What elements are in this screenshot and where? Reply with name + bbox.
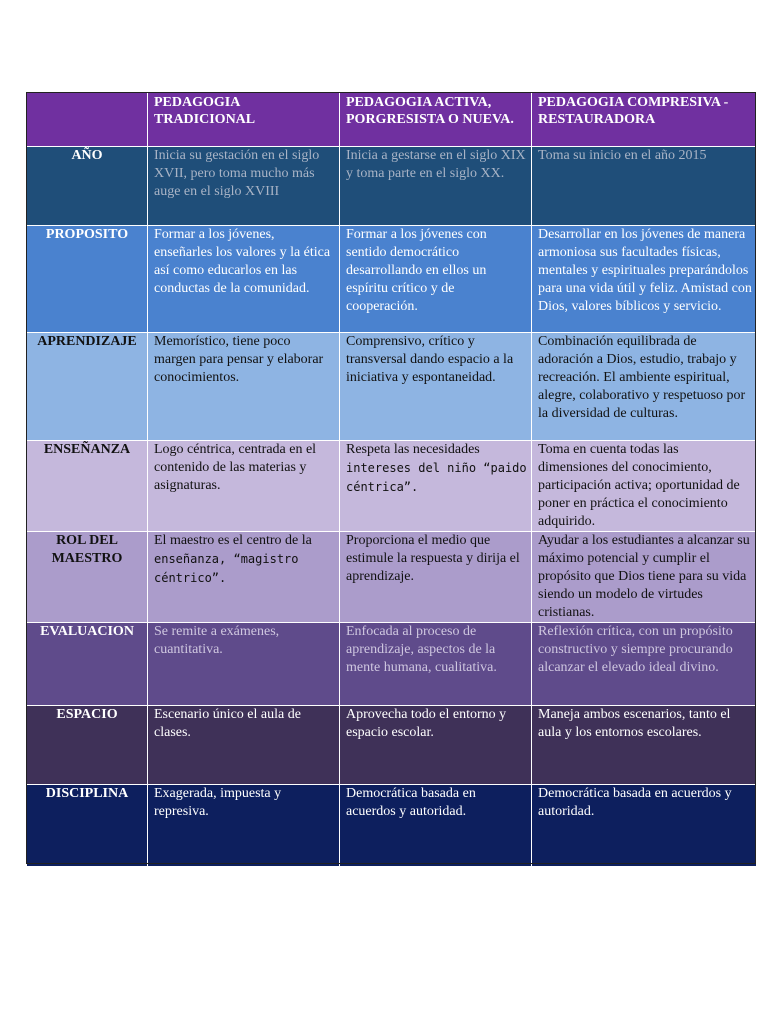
row-label-ano: AÑO [27,147,148,226]
cell-rol-compresiva: Ayudar a los estudiantes a alcanzar su máximo potencial y cumplir el propósito que Dios tiene para su vida siendo un modelo de virtudes cristianas. [532,532,757,623]
header-activa: PEDAGOGIA ACTIVA, PORGRESISTA O NUEVA. [340,93,532,147]
cell-proposito-tradicional: Formar a los jóvenes, enseñarles los valores y la ética así como educarlos en las conductas de la comunidad. [148,226,340,333]
row-evaluacion [27,623,757,706]
cell-aprendizaje-compresiva: Combinación equilibrada de adoración a Dios, estudio, trabajo y recreación. El ambiente espiritual, alegre, colaborativo y respetuoso por la diversidad de culturas. [532,333,757,441]
cell-disciplina-tradicional: Exagerada, impuesta y represiva. [148,785,340,867]
cell-ano-compresiva: Toma su inicio en el año 2015 [532,147,757,226]
row-aprendizaje [27,333,757,441]
cell-ensenanza-activa-text: Respeta las necesidades [346,442,480,457]
row-label-rol-maestro: ROL DEL MAESTRO [27,532,148,623]
cell-ano-activa: Inicia a gestarse en el siglo XIX y toma parte en el siglo XX. [340,147,532,226]
row-label-evaluacion: EVALUACION [27,623,148,706]
row-ensenanza [27,441,757,532]
cell-rol-tradicional [148,532,340,623]
cell-disciplina-activa: Democrática basada en acuerdos y autoridad. [340,785,532,867]
cell-ensenanza-activa [340,441,532,532]
cell-espacio-compresiva: Maneja ambos escenarios, tanto el aula y los entornos escolares. [532,706,757,785]
cell-aprendizaje-tradicional: Memorístico, tiene poco margen para pensar y elaborar conocimientos. [148,333,340,441]
row-disciplina [27,785,757,867]
pedagogy-comparison-table [26,92,757,867]
header-corner-cell [27,93,148,147]
cell-evaluacion-activa: Enfocada al proceso de aprendizaje, aspectos de la mente humana, cualitativa. [340,623,532,706]
row-rol-maestro [27,532,757,623]
row-label-disciplina: DISCIPLINA [27,785,148,867]
cell-ensenanza-compresiva: Toma en cuenta todas las dimensiones del conocimiento, participación activa; oportunidad de poner en práctica el conocimiento adquirido. [532,441,757,532]
cell-rol-activa: Proporciona el medio que estimule la respuesta y dirija el aprendizaje. [340,532,532,623]
cell-ensenanza-tradicional: Logo céntrica, centrada en el contenido de las materias y asignaturas. [148,441,340,532]
cell-evaluacion-tradicional: Se remite a exámenes, cuantitativa. [148,623,340,706]
header-row [27,93,757,147]
header-tradicional: PEDAGOGIA TRADICIONAL [148,93,340,147]
cell-ensenanza-activa-mono-text: intereses del niño “paido céntrica”. [346,461,527,494]
row-label-ensenanza: ENSEÑANZA [27,441,148,532]
cell-ano-tradicional: Inicia su gestación en el siglo XVII, pero toma mucho más auge en el siglo XVIII [148,147,340,226]
cell-proposito-activa: Formar a los jóvenes con sentido democrático desarrollando en ellos un espíritu crítico y de cooperación. [340,226,532,333]
cell-disciplina-compresiva: Democrática basada en acuerdos y autoridad. [532,785,757,867]
cell-evaluacion-compresiva: Reflexión crítica, con un propósito constructivo y siempre procurando alcanzar el elevado ideal divino. [532,623,757,706]
cell-rol-tradicional-mono-text: enseñanza, “magistro céntrico”. [154,552,299,585]
header-compresiva: PEDAGOGIA COMPRESIVA - RESTAURADORA [532,93,757,147]
cell-aprendizaje-activa: Comprensivo, crítico y transversal dando espacio a la iniciativa y espontaneidad. [340,333,532,441]
row-label-aprendizaje: APRENDIZAJE [27,333,148,441]
cell-proposito-compresiva: Desarrollar en los jóvenes de manera armoniosa sus facultades físicas, mentales y espirituales preparándolos para una vida útil y feliz. Amistad con Dios, valores bíblicos y servicio. [532,226,757,333]
cell-espacio-activa: Aprovecha todo el entorno y espacio escolar. [340,706,532,785]
cell-rol-tradicional-text: El maestro es el centro de la [154,533,312,548]
cell-espacio-tradicional: Escenario único el aula de clases. [148,706,340,785]
row-ano [27,147,757,226]
row-espacio [27,706,757,785]
row-label-espacio: ESPACIO [27,706,148,785]
row-label-proposito: PROPOSITO [27,226,148,333]
row-proposito [27,226,757,333]
